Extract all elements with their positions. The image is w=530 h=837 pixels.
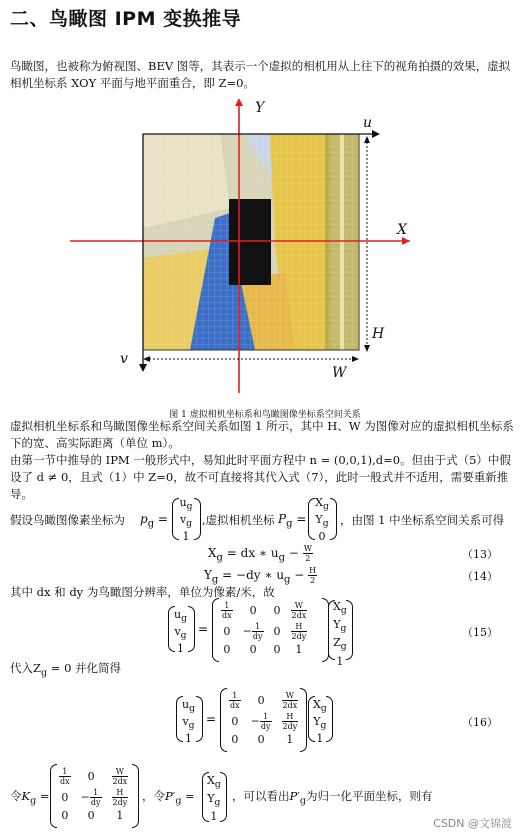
paragraph-2: 由第一节中推导的 IPM 一般形式中，易知此时平面方程中 n = (0,0,1),d=0。但由于式（5）中假设了 d ≠ 0，且式（1）中 Z=0，故不可直接将其代入式（7），此时一般式并不适用，需要重新推导。 [10, 453, 511, 501]
equation-15: $u_g$ $v_g$ 1 = $\frac{1}{dx}$ 0 0 $\frac{W}{2dx}$ 0 − $\frac{1}{dy}$ 0 $\frac{H}{2dy}$ 0 0 0 1 $X_g$ $Y_g$ $Z_g$ 1 [168, 598, 368, 662]
label-H: H [372, 326, 385, 342]
section-title: 二、鸟瞰图 IPM 变换推导 [10, 8, 242, 30]
label-W: W [332, 365, 347, 381]
bev-figure [40, 98, 480, 403]
substitute-line: 代入$Z_g = 0$ 并化简得 [10, 661, 122, 679]
csdn-watermark: CSDN @文锦渡 [433, 817, 512, 830]
equation-14: $Y_g = -dy$ ∗ $u_g$ − $\frac{H}{2}$ [204, 566, 317, 586]
Pg-vector: $X_g$ $Y_g$ 0 [315, 496, 329, 544]
label-X: X [397, 222, 407, 238]
assumption-line: 假设鸟瞰图像素坐标为 $p_g$ = $u_g$ $v_g$ 1 ,虚拟相机坐标 $P_g$ = $X_g$ $Y_g$ 0 ，由图 1 中坐标系空间关系可得 [10, 496, 505, 544]
eq15-number: （15） [462, 626, 498, 639]
eq16-number: （16） [462, 716, 498, 729]
eq13-number: （13） [462, 548, 498, 561]
final-line: 令$K_g$ = $\frac{1}{dx}$ 0 $\frac{W}{2dx}$ 0 − $\frac{1}{dy}$ $\frac{H}{2dy}$ 0 0 1 ，令$P'_g$ = $X_g$ $Y_g$ 1 ，可以看出$P'_g$为归一化平面坐标，则有 [10, 764, 525, 828]
intro-paragraph: 鸟瞰图，也被称为俯视图、BEV 图等，其表示一个虚拟的相机用从上往下的视角拍摄的效果，虚拟相机坐标系 XOY 平面与地平面重合，即 Z=0。 [10, 59, 511, 90]
vehicle-rect [229, 199, 271, 285]
pg-vector: $u_g$ $v_g$ 1 [179, 496, 193, 544]
equation-13: $X_g$ = dx ∗ $u_g$ − $\frac{W}{2}$ [208, 544, 312, 564]
label-Y: Y [255, 100, 265, 116]
where-line: 其中 dx 和 dy 为鸟瞰图分辨率，单位为像素/米，故 [10, 585, 275, 599]
label-u: u [363, 115, 373, 131]
figure-caption: 图 1 虚拟相机坐标系和鸟瞰图像坐标系空间关系 [169, 410, 361, 420]
paragraph-1: 虚拟相机坐标系和鸟瞰图像坐标系空间关系如图 1 所示，其中 H、W 为图像对应的虚拟相机坐标系下的宽、高实际距离（单位 m）。 [10, 419, 514, 450]
eq14-number: （14） [462, 570, 498, 583]
equation-16: $u_g$ $v_g$ 1 = $\frac{1}{dx}$ 0 $\frac{W}{2dx}$ 0 − $\frac{1}{dy}$ $\frac{H}{2dy}$ 0 0 1 $X_g$ $Y_g$ 1 [176, 688, 346, 752]
label-v: v [120, 351, 128, 367]
